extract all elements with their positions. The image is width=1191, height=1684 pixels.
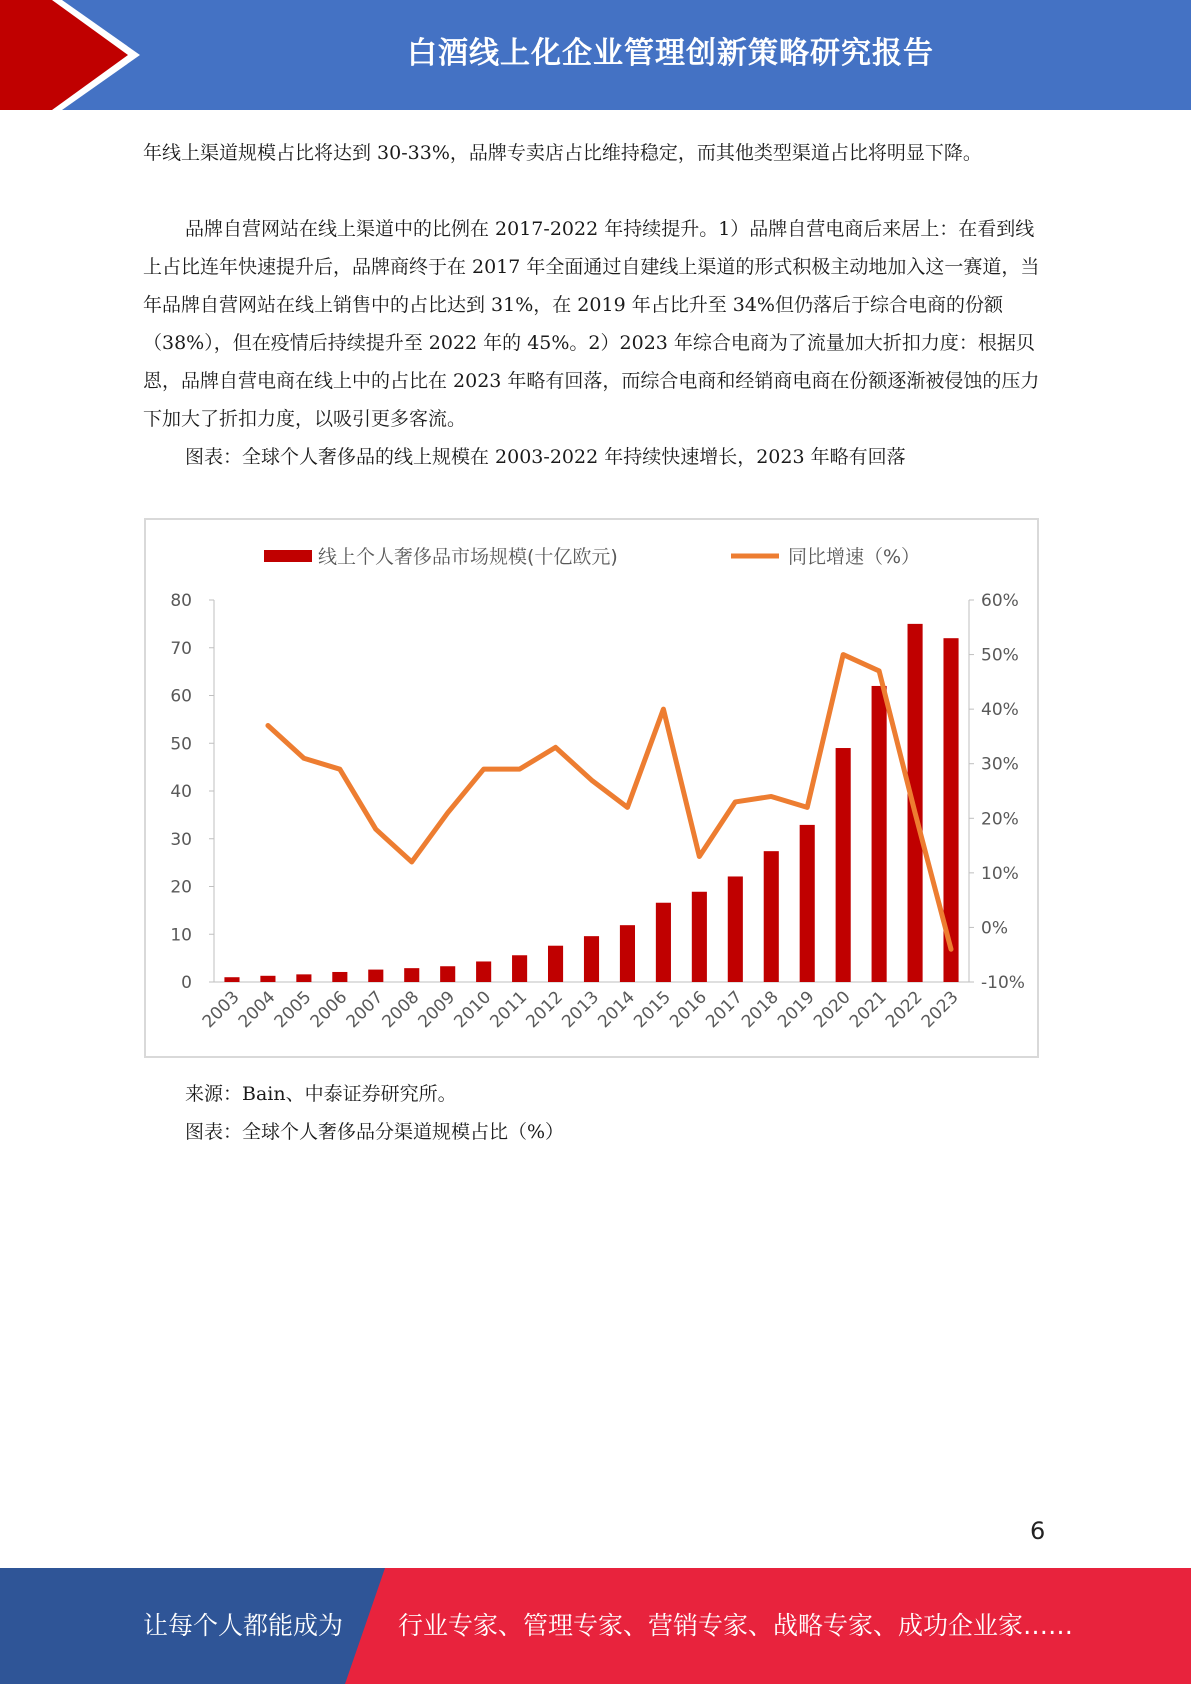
x-tick-label: 2012	[522, 987, 568, 1033]
left-tick-label: 80	[170, 591, 192, 611]
x-tick-label: 2019	[774, 987, 819, 1033]
bar-2014	[620, 925, 635, 982]
left-tick-label: 70	[170, 638, 192, 659]
x-tick-label: 2011	[486, 987, 532, 1033]
chart-canvas	[146, 520, 1037, 1056]
x-tick-label: 2013	[558, 987, 604, 1033]
x-tick-label: 2006	[306, 987, 352, 1033]
figure-caption-online-scale: 图表：全球个人奢侈品的线上规模在 2003-2022 年持续快速增长，2023 年略有回落	[185, 446, 906, 468]
paragraph-brand-channel: 品牌自营网站在线上渠道中的比例在 2017-2022 年持续提升。1）品牌自营电商后来居上：在看到线上占比连年快速提升后，品牌商终于在 2017 年全面通过自建线上渠道的形式积极主动地加入这一赛道，当年品牌自营网站在线上销售中的占比达到 31%，在 2019 年占比升至 34%但仍落后于综合电商的份额（38%），但在疫情后持续提升至 2022 年的 45%。2）2023 年综合电商为了流量加大折扣力度：根据贝恩，品牌自营电商在线上中的占比在 2023 年略有回落，而综合电商和经销商电商在份额逐渐被侵蚀的压力下加大了折扣力度，以吸引更多客流。	[143, 218, 1040, 430]
x-tick-label: 2016	[666, 987, 711, 1033]
legend-line-label: 同比增速（%）	[788, 546, 921, 568]
bar-2015	[656, 903, 671, 982]
left-tick-label: 0	[181, 973, 192, 993]
x-tick-label: 2009	[414, 987, 460, 1033]
bar-2011	[512, 955, 527, 982]
document-body	[143, 134, 1053, 476]
x-tick-label: 2004	[234, 987, 280, 1033]
bar-2008	[404, 968, 419, 982]
x-tick-label: 2020	[809, 987, 855, 1033]
footer-slogan-right: 行业专家、管理专家、营销专家、战略专家、成功企业家……	[398, 1611, 1074, 1640]
online-luxury-chart	[144, 518, 1039, 1058]
x-tick-label: 2018	[738, 987, 783, 1033]
x-tick-label: 2007	[342, 987, 388, 1033]
left-tick-label: 30	[170, 829, 192, 850]
x-tick-label: 2003	[198, 987, 244, 1033]
bar-2021	[872, 686, 887, 982]
bar-2009	[440, 966, 455, 982]
legend-bar-label: 线上个人奢侈品市场规模(十亿欧元)	[318, 546, 618, 568]
left-tick-label: 10	[170, 925, 192, 946]
legend-bar-swatch	[264, 550, 312, 562]
x-tick-label: 2014	[594, 987, 639, 1033]
bar-2005	[296, 974, 311, 982]
bar-2012	[548, 946, 563, 982]
report-title: 白酒线上化企业管理创新策略研究报告	[407, 36, 934, 71]
bar-2019	[800, 825, 815, 982]
right-tick-label: 20%	[981, 809, 1019, 830]
bar-2017	[728, 876, 743, 982]
x-tick-label: 2023	[917, 987, 963, 1033]
bar-2020	[836, 748, 851, 982]
bar-2018	[764, 851, 779, 982]
right-tick-label: 40%	[981, 700, 1019, 721]
bar-2004	[260, 976, 275, 982]
bar-2006	[332, 972, 347, 982]
right-tick-label: 0%	[981, 918, 1008, 939]
x-tick-label: 2005	[270, 987, 316, 1033]
chart-source: 来源：Bain、中泰证券研究所。	[185, 1083, 457, 1105]
x-tick-label: 2010	[450, 987, 496, 1033]
right-tick-label: -10%	[981, 973, 1025, 993]
right-tick-label: 10%	[981, 863, 1019, 884]
page-number: 6	[1030, 1517, 1046, 1545]
paragraph-continuation: 年线上渠道规模占比将达到 30-33%，品牌专卖店占比维持稳定，而其他类型渠道占比将明显下降。	[143, 142, 982, 164]
bar-2013	[584, 936, 599, 982]
x-tick-label: 2021	[845, 987, 891, 1033]
x-tick-label: 2017	[702, 987, 747, 1033]
footer-slogan-left: 让每个人都能成为	[143, 1611, 344, 1640]
right-tick-label: 50%	[981, 645, 1019, 666]
header-arrow-decoration	[0, 0, 160, 110]
right-tick-label: 30%	[981, 754, 1019, 775]
x-tick-label: 2008	[378, 987, 424, 1033]
page-header	[0, 0, 1191, 110]
page-footer	[0, 1568, 1191, 1684]
x-tick-label: 2022	[881, 987, 927, 1033]
x-tick-label: 2015	[630, 987, 675, 1033]
right-tick-label: 60%	[981, 591, 1019, 611]
left-tick-label: 40	[170, 782, 192, 802]
bar-2007	[368, 970, 383, 982]
bar-2010	[476, 961, 491, 982]
bar-2003	[224, 977, 239, 982]
left-tick-label: 60	[170, 686, 192, 707]
figure-caption-channel-share: 图表：全球个人奢侈品分渠道规模占比（%）	[185, 1121, 565, 1143]
left-tick-label: 20	[170, 877, 192, 898]
left-tick-label: 50	[170, 734, 192, 755]
bar-2016	[692, 892, 707, 982]
